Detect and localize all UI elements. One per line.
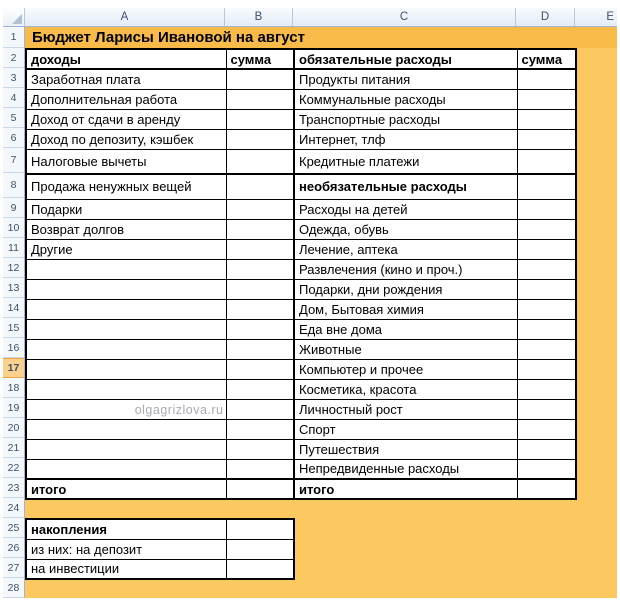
- cell-C11[interactable]: Лечение, аптека: [294, 239, 517, 259]
- cell-D10[interactable]: [517, 219, 576, 239]
- column-header-c[interactable]: C: [293, 8, 516, 26]
- cell-D5[interactable]: [517, 109, 576, 129]
- cell-A13[interactable]: [26, 279, 226, 299]
- watermark-text: olgagrizlova.ru: [134, 402, 224, 417]
- row-header-17-selected[interactable]: 17: [3, 358, 24, 378]
- cell-C9[interactable]: Расходы на детей: [294, 199, 517, 219]
- cell-D9[interactable]: [517, 199, 576, 219]
- cell-A21[interactable]: [26, 439, 226, 459]
- cell-B21[interactable]: [226, 439, 294, 459]
- cell-A15[interactable]: [26, 319, 226, 339]
- row-header-7[interactable]: 7: [3, 148, 24, 173]
- column-header-row: [3, 8, 617, 27]
- cell-B10[interactable]: [226, 219, 294, 239]
- cell-C12[interactable]: Развлечения (кино и проч.): [294, 259, 517, 279]
- cell-C13[interactable]: Подарки, дни рождения: [294, 279, 517, 299]
- cell-C10[interactable]: Одежда, обувь: [294, 219, 517, 239]
- cell-D6[interactable]: [517, 129, 576, 149]
- cell-A7[interactable]: Налоговые вычеты: [26, 149, 226, 174]
- row-header-11[interactable]: 11: [3, 238, 24, 258]
- cell-D2-sum-header[interactable]: сумма: [517, 49, 576, 69]
- cell-D19[interactable]: [517, 399, 576, 419]
- spreadsheet: [3, 8, 617, 598]
- column-header-a[interactable]: A: [25, 8, 225, 26]
- column-header-e[interactable]: E: [606, 11, 614, 23]
- cell-D17[interactable]: [517, 359, 576, 379]
- cell-A17[interactable]: [26, 359, 226, 379]
- cell-A16[interactable]: [26, 339, 226, 359]
- cell-B17[interactable]: [226, 359, 294, 379]
- cell-B16[interactable]: [226, 339, 294, 359]
- cell-D22[interactable]: [517, 459, 576, 479]
- row-header-22[interactable]: 22: [3, 458, 24, 478]
- cell-C16[interactable]: Животные: [294, 339, 517, 359]
- row-header-15[interactable]: 15: [3, 318, 24, 338]
- income-table: [25, 48, 295, 500]
- cell-D8[interactable]: [517, 174, 576, 199]
- cell-B26[interactable]: [226, 539, 294, 559]
- expenses-table: [293, 48, 577, 500]
- cell-B20[interactable]: [226, 419, 294, 439]
- row-header-2[interactable]: 2: [3, 48, 24, 68]
- cell-D3[interactable]: [517, 69, 576, 89]
- cell-A26[interactable]: из них: на депозит: [26, 539, 226, 559]
- cell-B14[interactable]: [226, 299, 294, 319]
- cell-C17[interactable]: Компьютер и прочее: [294, 359, 517, 379]
- cell-B15[interactable]: [226, 319, 294, 339]
- cell-C8-optional-expenses-header[interactable]: необязательные расходы: [294, 174, 517, 199]
- cell-D21[interactable]: [517, 439, 576, 459]
- cell-A22[interactable]: [26, 459, 226, 479]
- cell-B2-sum-header[interactable]: сумма: [226, 49, 294, 69]
- cell-C3[interactable]: Продукты питания: [294, 69, 517, 89]
- cell-A4[interactable]: Дополнительная работа: [26, 89, 226, 109]
- cell-A11[interactable]: Другие: [26, 239, 226, 259]
- cell-D4[interactable]: [517, 89, 576, 109]
- cell-A2-income-header[interactable]: доходы: [26, 49, 226, 69]
- cell-D11[interactable]: [517, 239, 576, 259]
- cell-B9[interactable]: [226, 199, 294, 219]
- row-header-column: [3, 27, 25, 598]
- column-header-b[interactable]: B: [225, 8, 293, 26]
- cell-D7[interactable]: [517, 149, 576, 174]
- cell-A5[interactable]: Доход от сдачи в аренду: [26, 109, 226, 129]
- cell-A10[interactable]: Возврат долгов: [26, 219, 226, 239]
- cell-B5[interactable]: [226, 109, 294, 129]
- row-header-26[interactable]: 26: [3, 538, 24, 558]
- row-header-27[interactable]: 27: [3, 558, 24, 578]
- row-header-12[interactable]: 12: [3, 258, 24, 278]
- row-header-13[interactable]: 13: [3, 278, 24, 298]
- cell-C19[interactable]: Личностный рост: [294, 399, 517, 419]
- cell-D14[interactable]: [517, 299, 576, 319]
- cell-B3[interactable]: [226, 69, 294, 89]
- cell-C22[interactable]: Непредвиденные расходы: [294, 459, 517, 479]
- row-header-8[interactable]: 8: [3, 173, 24, 198]
- cell-C4[interactable]: Коммунальные расходы: [294, 89, 517, 109]
- cell-B12[interactable]: [226, 259, 294, 279]
- row-header-4[interactable]: 4: [3, 88, 24, 108]
- row-header-9[interactable]: 9: [3, 198, 24, 218]
- cell-A9[interactable]: Подарки: [26, 199, 226, 219]
- row-header-10[interactable]: 10: [3, 218, 24, 238]
- cell-A25-savings-header[interactable]: накопления: [26, 519, 226, 539]
- cell-B19[interactable]: [226, 399, 294, 419]
- row-header-1[interactable]: 1: [3, 27, 24, 48]
- cell-A8[interactable]: Продажа ненужных вещей: [26, 174, 226, 199]
- cell-C15[interactable]: Еда вне дома: [294, 319, 517, 339]
- sheet-title-cell[interactable]: Бюджет Ларисы Ивановой на август: [25, 27, 617, 48]
- row-header-24[interactable]: 24: [3, 498, 24, 518]
- row-header-6[interactable]: 6: [3, 128, 24, 148]
- cell-C18[interactable]: Косметика, красота: [294, 379, 517, 399]
- row-header-20[interactable]: 20: [3, 418, 24, 438]
- cell-A27[interactable]: на инвестиции: [26, 559, 226, 579]
- cell-B4[interactable]: [226, 89, 294, 109]
- cell-A12[interactable]: [26, 259, 226, 279]
- cell-B6[interactable]: [226, 129, 294, 149]
- cell-C23-expenses-total[interactable]: итого: [294, 479, 517, 499]
- cell-C21[interactable]: Путешествия: [294, 439, 517, 459]
- row-header-18[interactable]: 18: [3, 378, 24, 398]
- cell-D13[interactable]: [517, 279, 576, 299]
- cell-A14[interactable]: [26, 299, 226, 319]
- cell-D20[interactable]: [517, 419, 576, 439]
- row-header-3[interactable]: 3: [3, 68, 24, 88]
- cell-D12[interactable]: [517, 259, 576, 279]
- row-header-19[interactable]: 19: [3, 398, 24, 418]
- cell-A20[interactable]: [26, 419, 226, 439]
- column-header-d[interactable]: D: [516, 8, 575, 26]
- savings-table: [25, 518, 295, 580]
- cell-B7[interactable]: [226, 149, 294, 174]
- cell-B18[interactable]: [226, 379, 294, 399]
- row-header-14[interactable]: 14: [3, 298, 24, 318]
- cell-D15[interactable]: [517, 319, 576, 339]
- cell-B11[interactable]: [226, 239, 294, 259]
- cell-C20[interactable]: Спорт: [294, 419, 517, 439]
- cell-D23[interactable]: [517, 479, 576, 499]
- cell-D18[interactable]: [517, 379, 576, 399]
- cell-B8[interactable]: [226, 174, 294, 199]
- cell-B27[interactable]: [226, 559, 294, 579]
- cell-A19[interactable]: [26, 399, 226, 419]
- cell-C5[interactable]: Транспортные расходы: [294, 109, 517, 129]
- select-all-button[interactable]: [3, 8, 25, 26]
- cell-A6[interactable]: Доход по депозиту, кэшбек: [26, 129, 226, 149]
- cell-C2-expenses-header[interactable]: обязательные расходы: [294, 49, 517, 69]
- cell-B22[interactable]: [226, 459, 294, 479]
- cell-B13[interactable]: [226, 279, 294, 299]
- cell-C7[interactable]: Кредитные платежи: [294, 149, 517, 174]
- cell-B25[interactable]: [226, 519, 294, 539]
- cell-A18[interactable]: [26, 379, 226, 399]
- row-header-23[interactable]: 23: [3, 478, 24, 498]
- cell-C6[interactable]: Интернет, тлф: [294, 129, 517, 149]
- row-header-28[interactable]: 28: [3, 578, 24, 598]
- row-header-25[interactable]: 25: [3, 518, 24, 538]
- row-header-21[interactable]: 21: [3, 438, 24, 458]
- cell-A23-income-total[interactable]: итого: [26, 479, 226, 499]
- cell-D16[interactable]: [517, 339, 576, 359]
- row-header-16[interactable]: 16: [3, 338, 24, 358]
- row-header-5[interactable]: 5: [3, 108, 24, 128]
- select-all-triangle-icon: [12, 14, 22, 24]
- cell-B23[interactable]: [226, 479, 294, 499]
- cell-C14[interactable]: Дом, Бытовая химия: [294, 299, 517, 319]
- cell-A3[interactable]: Заработная плата: [26, 69, 226, 89]
